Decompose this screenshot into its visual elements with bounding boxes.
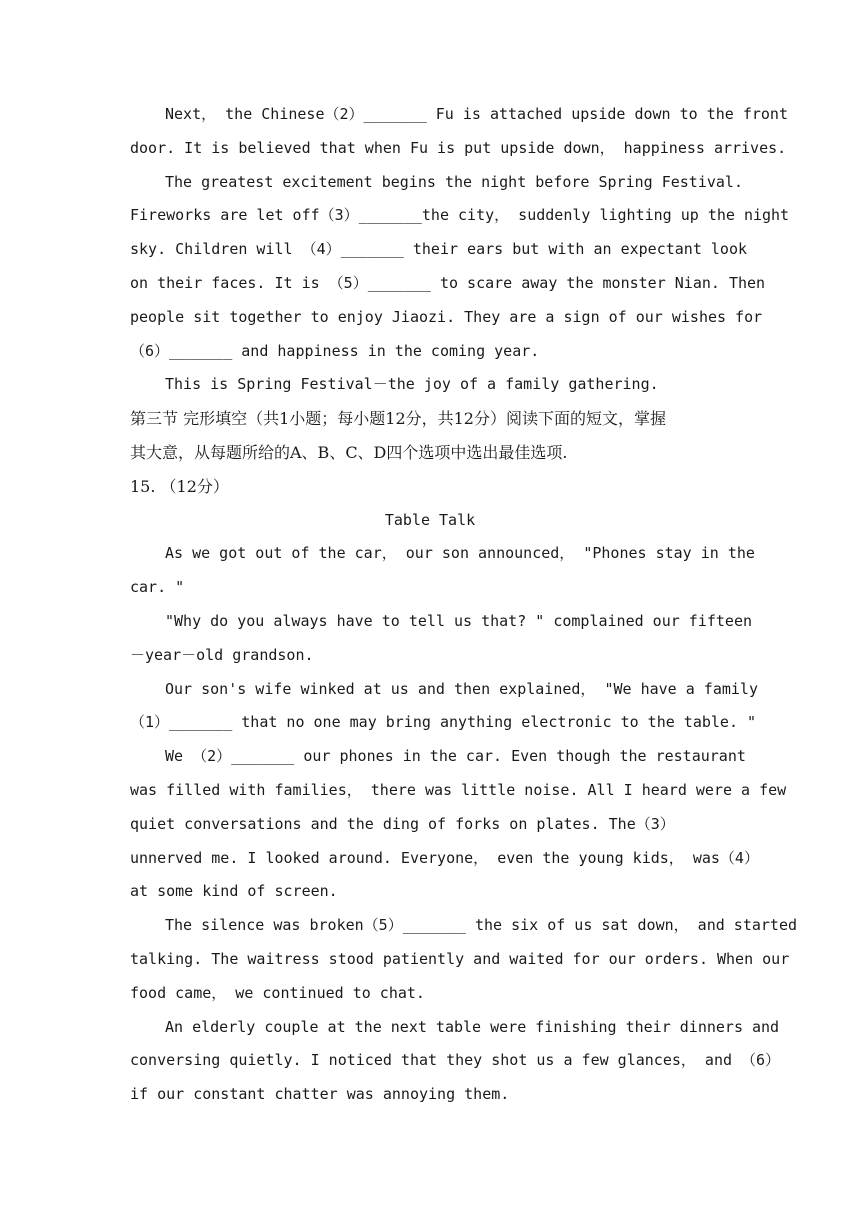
question-label: 15. （12分） — [130, 476, 229, 496]
passage-line-next-chinese: Next， the Chinese（2）_______ Fu is attached upside down to the front — [165, 105, 788, 123]
cloze-line: The silence was broken（5）_______ the six of us sat down， and started — [165, 916, 797, 935]
cloze-line: at some kind of screen. — [130, 882, 338, 901]
cloze-line: car. " — [130, 578, 185, 597]
cloze-line: if our constant chatter was annoying them. — [130, 1085, 510, 1104]
passage-line-door: door. It is believed that when Fu is put upside down， happiness arrives. — [130, 138, 787, 157]
passage-line-jiaozi: people sit together to enjoy Jiaozi. They are a sign of our wishes for — [130, 307, 763, 326]
cloze-line: As we got out of the car， our son announced， "Phones stay in the — [165, 544, 755, 563]
cloze-line: An elderly couple at the next table were finishing their dinners and — [165, 1017, 780, 1036]
passage-line-greatest-excitement: The greatest excitement begins the night before Spring Festival. — [165, 172, 743, 191]
passage-line-fireworks: Fireworks are let off（3）_______the city， suddenly lighting up the night — [130, 206, 790, 225]
cloze-line: was filled with families， there was little noise. All I heard were a few — [130, 780, 787, 799]
cloze-line: －year－old grandson. — [130, 645, 314, 664]
section-three-heading: 第三节 完形填空（共1小题；每小题12分，共12分）阅读下面的短文，掌握 — [130, 409, 666, 429]
cloze-line: Our son's wife winked at us and then explained， "We have a family — [165, 679, 758, 698]
cloze-line: food came， we continued to chat. — [130, 983, 425, 1002]
cloze-line: talking. The waitress stood patiently and waited for our orders. When our — [130, 949, 790, 968]
passage-line-children: sky. Children will （4）_______ their ears but with an expectant look — [130, 240, 747, 259]
cloze-line: （1）_______ that no one may bring anything electronic to the table. " — [130, 713, 757, 732]
passage-line-monster-nian: on their faces. It is （5）_______ to scare away the monster Nian. Then — [130, 273, 766, 292]
cloze-line: unnerved me. I looked around. Everyone， even the young kids， was（4） — [130, 848, 759, 867]
section-three-instructions: 其大意，从每题所给的A、B、C、D四个选项中选出最佳选项. — [130, 442, 568, 462]
document-page — [130, 98, 797, 1112]
passage-line-happiness: （6）_______ and happiness in the coming year. — [130, 341, 540, 360]
passage-title: Table Talk — [384, 510, 476, 529]
cloze-line: conversing quietly. I noticed that they shot us a few glances， and （6） — [130, 1051, 781, 1070]
cloze-line: quiet conversations and the ding of forks on plates. The（3） — [130, 814, 675, 833]
cloze-line: We （2）_______ our phones in the car. Even though the restaurant — [165, 747, 746, 766]
passage-line-closing: This is Spring Festival－the joy of a family gathering. — [165, 375, 659, 394]
cloze-line: "Why do you always have to tell us that? " complained our fifteen — [165, 611, 752, 630]
